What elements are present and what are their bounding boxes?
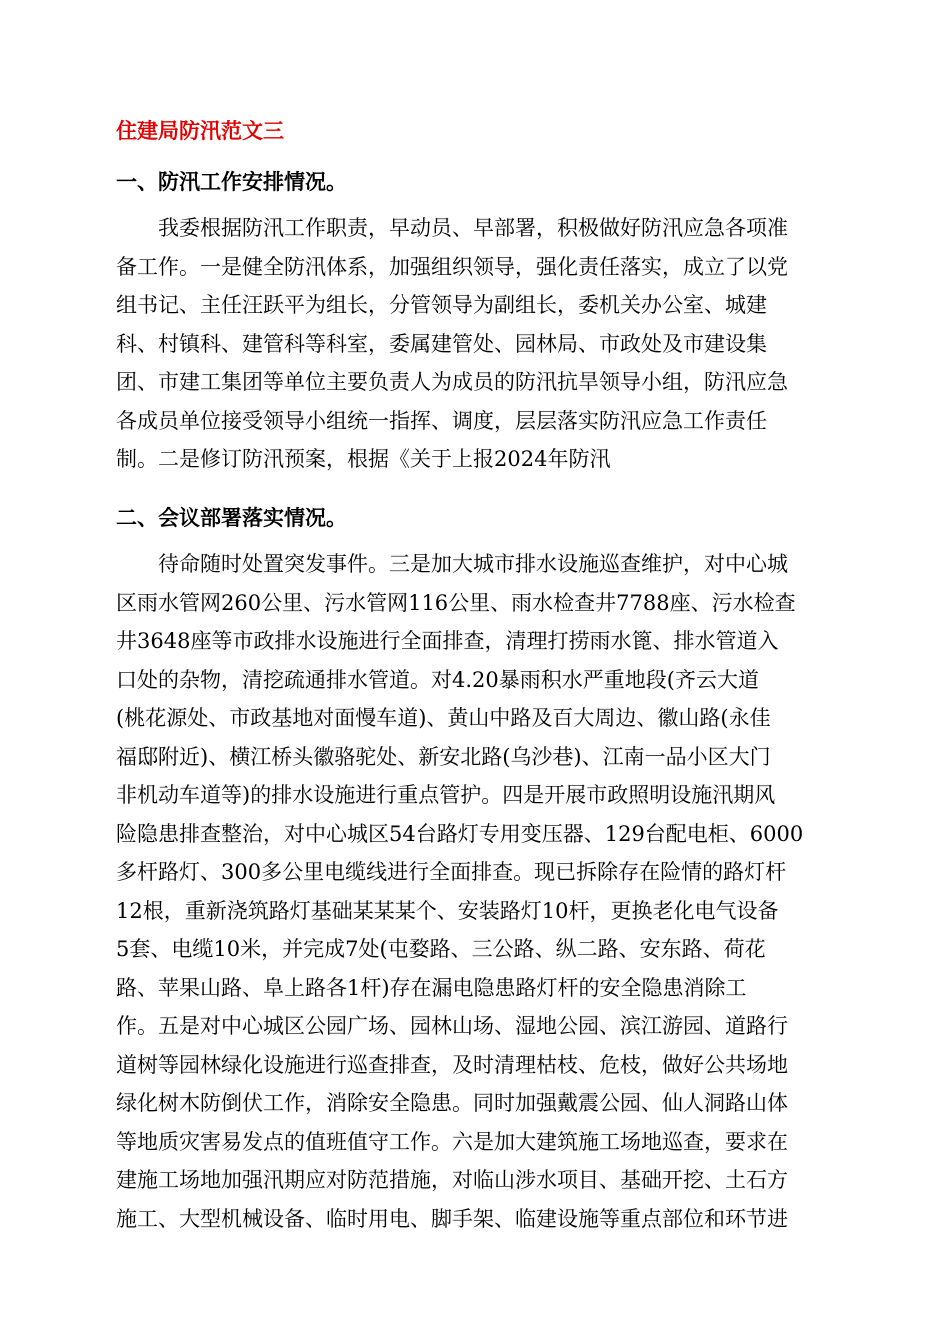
paragraph-line: 科、村镇科、建管科等科室，委属建管处、园林局、市政处及市建设集 <box>116 331 767 356</box>
paragraph-line: (桃花源处、市政基地对面慢车道)、黄山中路及百大周边、徽山路(永佳 <box>116 706 771 730</box>
paragraph-line: 建施工场地加强汛期应对防范措施，对临山涉水项目、基础开挖、土石方 <box>116 1168 788 1192</box>
paragraph-line: 路、苹果山路、阜上路各1杆)存在漏电隐患路灯杆的安全隐患消除工 <box>116 975 747 1000</box>
paragraph-line: 多杆路灯、300多公里电缆线进行全面排查。现已拆除存在险情的路灯杆 <box>116 860 787 884</box>
section-1-paragraph <box>116 209 836 479</box>
paragraph-line: 险隐患排查整治，对中心城区54台路灯专用变压器、129台配电柜、6000 <box>116 821 804 846</box>
paragraph-line: 5套、电缆10米，并完成7处(屯婺路、三公路、纵二路、安东路、荷花 <box>116 937 766 961</box>
section-2-heading: 二、会议部署落实情况。 <box>116 506 347 530</box>
paragraph-line: 非机动车道等)的排水设施进行重点管护。四是开展市政照明设施汛期风 <box>116 783 776 807</box>
document-title: 住建局防汛范文三 <box>116 119 284 143</box>
paragraph-line: 等地质灾害易发点的值班值守工作。六是加大建筑施工场地巡查，要求在 <box>116 1129 788 1154</box>
paragraph-line: 备工作。一是健全防汛体系，加强组织领导，强化责任落实，成立了以党 <box>116 254 788 279</box>
paragraph-line: 道树等园林绿化设施进行巡查排查，及时清理枯枝、危枝，做好公共场地 <box>116 1052 788 1077</box>
paragraph-line: 福邸附近)、横江桥头徽骆驼处、新安北路(乌沙巷)、江南一品小区大门 <box>116 744 771 769</box>
paragraph-line: 井3648座等市政排水设施进行全面排查，清理打捞雨水篦、排水管道入 <box>116 629 779 653</box>
paragraph-line: 绿化树木防倒伏工作，消除安全隐患。同时加强戴震公园、仙人洞路山体 <box>116 1091 788 1115</box>
paragraph-line: 区雨水管网260公里、污水管网116公里、雨水检查井7788座、污水检查 <box>116 590 796 615</box>
paragraph-line: 待命随时处置突发事件。三是加大城市排水设施巡查维护，对中心城 <box>158 552 788 576</box>
paragraph-line: 我委根据防汛工作职责，早动员、早部署，积极做好防汛应急各项准 <box>158 216 788 240</box>
paragraph-line: 制。二是修订防汛预案，根据《关于上报2024年防汛 <box>116 447 611 471</box>
paragraph-line: 组书记、主任汪跃平为组长，分管领导为副组长，委机关办公室、城建 <box>116 293 767 317</box>
paragraph-line: 团、市建工集团等单位主要负责人为成员的防汛抗旱领导小组，防汛应急 <box>116 370 788 394</box>
section-1-heading: 一、防汛工作安排情况。 <box>116 170 347 194</box>
paragraph-line: 施工、大型机械设备、临时用电、脚手架、临建设施等重点部位和环节进 <box>116 1206 788 1231</box>
paragraph-line: 作。五是对中心城区公园广场、园林山场、湿地公园、滨江游园、道路行 <box>116 1014 788 1038</box>
section-2-paragraph <box>116 545 836 1238</box>
paragraph-line: 12根，重新浇筑路灯基础某某某个、安装路灯10杆，更换老化电气设备 <box>116 898 779 923</box>
paragraph-line: 各成员单位接受领导小组统一指挥、调度，层层落实防汛应急工作责任 <box>116 408 767 433</box>
paragraph-line: 口处的杂物，清挖疏通排水管道。对4.20暴雨积水严重地段(齐云大道 <box>116 667 759 692</box>
